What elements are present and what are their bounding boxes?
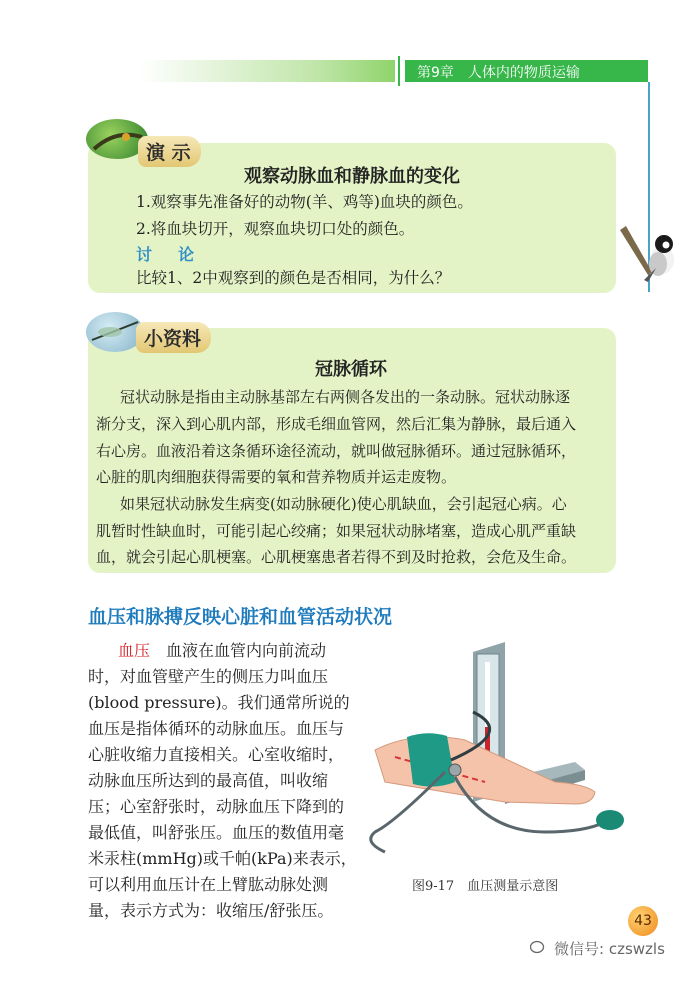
wechat-icon [530,940,546,954]
demo-question: 比较1、2中观察到的颜色是否相同，为什么？ [136,269,451,287]
keyword-blood-pressure: 血压 [118,641,151,660]
body-line-4: 血压是指体循环的动脉血压。血压与 [88,719,345,738]
info-line-2: 渐分支，深入到心肌内部，形成毛细血管网，然后汇集为静脉，最后通入 [96,415,577,433]
info-line-3: 右心房。血液沿着这条循环途径流动，就叫做冠脉循环。通过冠脉循环， [96,442,577,460]
bird-illustration [618,220,678,290]
body-line-10: 可以利用血压计在上臂肱动脉处测 [88,875,329,894]
page-number: 43 [628,906,658,936]
demo-badge-label: 演 示 [138,136,201,167]
body-line-6: 动脉血压所达到的最高值，叫收缩 [88,771,329,790]
info-badge-label: 小资料 [136,322,211,353]
info-title: 冠脉循环 [315,359,387,380]
info-line-6: 肌暂时性缺血时，可能引起心绞痛；如果冠状动脉堵塞，造成心肌严重缺 [96,522,577,540]
body-first-line [118,638,326,661]
body-line-7: 压；心室舒张时，动脉血压下降到的 [88,797,345,816]
inflation-bulb [596,810,624,830]
info-line-1: 冠状动脉是指由主动脉基部左右两侧各发出的一条动脉。冠状动脉逐 [120,388,571,406]
info-line-4: 心脏的肌肉细胞获得需要的氧和营养物质并运走废物。 [96,468,457,486]
figure-caption: 图9-17 血压测量示意图 [412,879,559,894]
body-line-9: 米汞柱(mmHg)或千帕(kPa)来表示， [88,849,357,868]
chapter-header [405,60,648,82]
demo-title: 观察动脉血和静脉血的变化 [244,166,460,187]
watermark-text: 微信号: czswzls [554,940,665,958]
body-line-5: 心脏收缩力直接相关。心室收缩时， [88,745,345,764]
info-line-7: 血，就会引起心肌梗塞。心肌梗塞患者若得不到及时抢救，会危及生命。 [96,548,577,566]
info-line-5: 如果冠状动脉发生病变(如动脉硬化)使心肌缺血，会引起冠心病。心 [120,495,567,513]
body-line-3: (blood pressure)。我们通常所说的 [88,693,350,712]
demo-step-1: 1.观察事先准备好的动物(羊、鸡等)血块的颜色。 [136,193,473,211]
header-divider [398,56,400,86]
stethoscope-head [449,764,461,776]
body-first-line-rest: 血液在血管内向前流动 [150,641,327,660]
body-line-8: 最低值，叫舒张压。血压的数值用毫 [88,823,345,842]
section-heading: 血压和脉搏反映心脏和血管活动状况 [88,606,393,628]
body-line-11: 量，表示方式为：收缩压/舒张压。 [88,901,334,920]
cuff [407,733,455,786]
chapter-title: 第9章 人体内的物质运输 [417,65,580,81]
demo-discuss-label: 讨论 [136,245,221,264]
body-line-2: 时，对血管壁产生的侧压力叫血压 [88,667,329,686]
header-gradient-bar [140,60,395,82]
blood-pressure-illustration [355,632,640,867]
demo-step-2: 2.将血块切开，观察血块切口处的颜色。 [136,220,415,238]
